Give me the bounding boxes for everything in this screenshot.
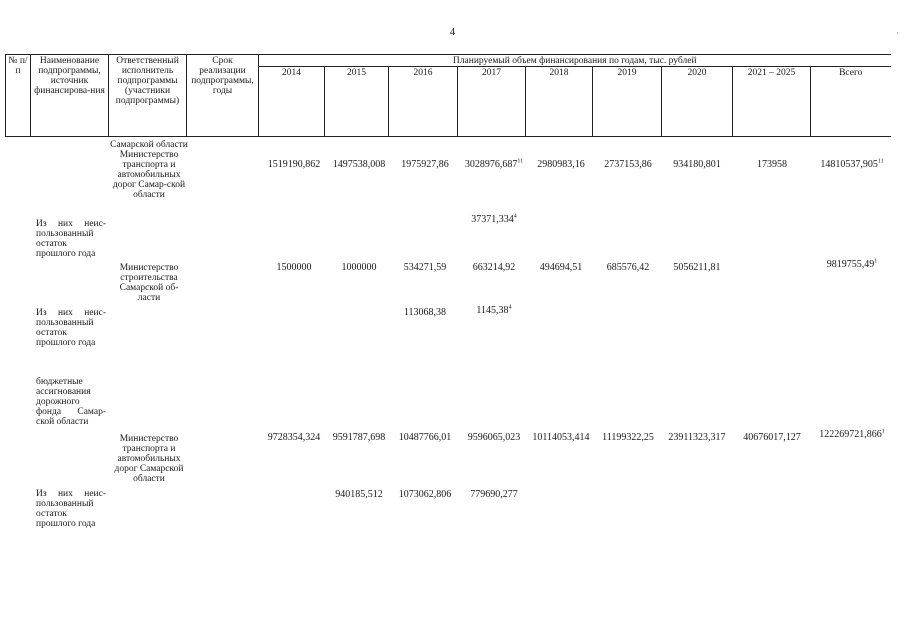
b2-value-2015: 1000000 bbox=[341, 262, 377, 273]
b1-value-2019: 2737153,86 bbox=[604, 159, 652, 170]
header-executor: Ответственный исполнитель подпрограммы (участники подпрограммы) bbox=[109, 55, 187, 137]
header-year-2016: 2016 bbox=[389, 67, 458, 137]
header-no: № п/п bbox=[6, 55, 31, 137]
b1-executor: Самарской области Министерство транспорта и автомобильных дорог Самар-ской области bbox=[110, 140, 188, 200]
header-name: Наименование подпрограммы, источник финансирова-ния bbox=[31, 55, 109, 137]
page-number: 4 bbox=[449, 26, 456, 38]
b2-value-2017: 663214,92 bbox=[472, 262, 516, 273]
b1-value-2021-2025: 173958 bbox=[757, 159, 787, 170]
b3-value-2015: 9591787,698 bbox=[332, 432, 386, 443]
b3-value-2016: 10487766,01 bbox=[398, 432, 452, 443]
b1-remainder-2017: 37371,334$^4$ bbox=[471, 213, 517, 225]
b3-value-2017: 9596065,023 bbox=[467, 432, 521, 443]
header-total: Всего bbox=[811, 67, 891, 137]
b3-remainder-2016: 1073062,806 bbox=[398, 489, 452, 500]
header-year-2018: 2018 bbox=[526, 67, 593, 137]
header-year-2019: 2019 bbox=[593, 67, 662, 137]
b3-value-total: 122269721,866$^1$ bbox=[819, 428, 885, 440]
b3-value-2021-2025: 40676017,127 bbox=[743, 432, 801, 443]
header-year-2014: 2014 bbox=[259, 67, 325, 137]
b2-value-total: 9819755,49$^1$ bbox=[826, 258, 878, 270]
b1-value-2020: 934180,801 bbox=[673, 159, 721, 170]
b3-remainder-2015: 940185,512 bbox=[335, 489, 383, 500]
b1-value-2017: 3028976,687$^{11}$ bbox=[464, 158, 524, 170]
b2-value-2019: 685576,42 bbox=[606, 262, 650, 273]
b2-value-2018: 494694,51 bbox=[539, 262, 583, 273]
header-period: Срок реализации подпрограммы, годы bbox=[187, 55, 259, 137]
b3-remainder-2017: 779690,277 bbox=[470, 489, 518, 500]
b3-executor: Министерство транспорта и автомобильных дорог Самарской области bbox=[114, 434, 184, 484]
b1-remainder-label: Из них неис-пользованный остаток прошлого года bbox=[36, 219, 106, 259]
b2-value-2014: 1500000 bbox=[276, 262, 312, 273]
b3-source-label: бюджетные ассигнования дорожного фонда Самар-ской области bbox=[36, 377, 106, 427]
corner-mark: · bbox=[896, 28, 899, 38]
b3-value-2018: 10114053,414 bbox=[532, 432, 590, 443]
b3-value-2020: 23911323,317 bbox=[668, 432, 726, 443]
header-year-2021-2025: 2021 – 2025 bbox=[733, 67, 811, 137]
financing-header-table bbox=[5, 54, 891, 137]
b2-value-2016: 534271,59 bbox=[403, 262, 447, 273]
header-year-2020: 2020 bbox=[662, 67, 733, 137]
b3-value-2014: 9728354,324 bbox=[267, 432, 321, 443]
b3-value-2019: 11199322,25 bbox=[602, 432, 654, 443]
header-year-2015: 2015 bbox=[325, 67, 389, 137]
b1-value-2018: 2980983,16 bbox=[537, 159, 585, 170]
b1-value-2015: 1497538,008 bbox=[332, 159, 386, 170]
header-year-2017: 2017 bbox=[458, 67, 526, 137]
header-funding: Планируемый объем финансирования по годам, тыс. рублей bbox=[259, 55, 891, 67]
b1-value-total: 14810537,905$^{11}$ bbox=[820, 158, 884, 170]
b3-remainder-label: Из них неис-пользованный остаток прошлого года bbox=[36, 489, 106, 529]
b1-value-2016: 1975927,86 bbox=[401, 159, 449, 170]
b2-remainder-label: Из них неис-пользованный остаток прошлого года bbox=[36, 308, 106, 348]
b2-remainder-2016: 113068,38 bbox=[403, 307, 447, 318]
b2-value-2020: 5056211,81 bbox=[673, 262, 721, 273]
b1-value-2014: 1519190,862 bbox=[267, 159, 321, 170]
b2-executor: Министерство строительства Самарской об-ласти bbox=[119, 263, 179, 303]
b2-remainder-2017: 1145,38$^4$ bbox=[476, 304, 512, 316]
